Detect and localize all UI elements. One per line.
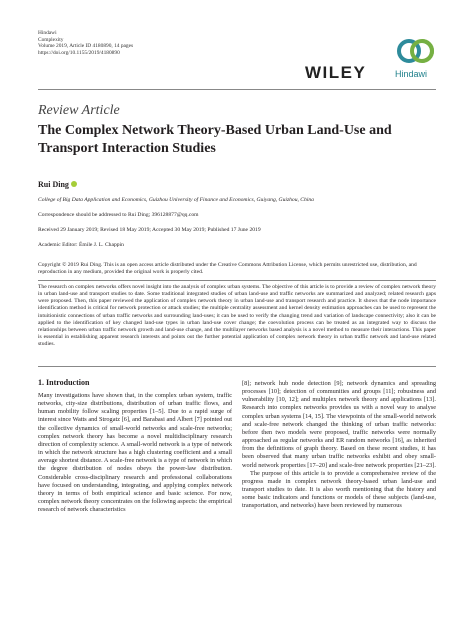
- abstract-top-rule: [38, 280, 436, 281]
- right-column: [242, 380, 436, 511]
- journal-info: [38, 30, 133, 56]
- intro-paragraph-1-continued: [8]; network hub node detection [9]; network dynamics and spreading processes [10]; detection of communities and groups [11]; robustness and vulnerability [10, 12]; and multiplex network theory and applications [13]. Research into complex networks provides us with a novel way to analyse complex urban systems [14, 15]. The viewpoints of the small-world network and scale-free network changed the thinking of urban traffic networks: before then two models were proposed, traffic networks were normally approached as regular networks and ER random networks [16], as inherited from the definitions of graph theory. Based on these recent studies, it has been observed that many urban traffic networks exhibit and obey small-world network properties [17–20] and scale-free network properties [21–23].: [242, 380, 436, 469]
- hindawi-logo-icon: [393, 34, 439, 68]
- affiliation: College of Big Data Application and Economics, Guizhou University of Finance and Economics, Guiyang, Guizhou, China: [38, 197, 314, 203]
- publisher-name: Hindawi: [38, 30, 57, 36]
- section-heading: 1. Introduction: [38, 378, 90, 387]
- publication-dates: Received 29 January 2019; Revised 18 May 2019; Accepted 30 May 2019; Published 17 June 2019: [38, 227, 261, 233]
- orcid-icon[interactable]: [71, 181, 77, 187]
- wiley-logo: WILEY: [305, 63, 367, 82]
- author-name[interactable]: Rui Ding: [38, 180, 69, 189]
- academic-editor: Academic Editor: Émile J. L. Chappin: [38, 242, 124, 248]
- abstract-bottom-rule: [38, 366, 436, 367]
- copyright-notice: Copyright © 2019 Rui Ding. This is an open access article distributed under the Creative Commons Attribution License, which permits unrestricted use, distribution, and reproduction in any medium, provided the original work is properly cited.: [38, 262, 417, 275]
- left-column: [38, 392, 232, 514]
- hindawi-logo-text: Hindawi: [395, 69, 428, 79]
- abstract: The research on complex networks offers novel insight into the analysis of complex urban systems. The objective of this article is to provide a review of complex network theory in urban land-use and transport studies to date. Some traditional integrated studies of urban land-use and traffic networks are summarized and analyzed; related research gaps were proposed. Then, this paper reviewed the application of complex network theory in urban land-use and transport research and practice. It shows that the node importance identification method is critical for network protection or attack studies; the multiple centrality assessment and kernel density estimation approaches can be used to represent the intuitionistic connections of urban traffic networks and surrounding land-uses; it can be used to verify the changing trend and variation of landscape connectivity; also it can be applied to the identification of key changed land-use types in urban land-use cover change; the coevolution process can be treated as an integrated way to discuss the relationships between urban traffic network growth and land-use change, and the multilayer networks based analysis is a novel method to measure their interactions. This paper is essential in establishing apparent research interests and points out the further potential application of complex network theory in urban traffic network and land-use related studies.: [38, 284, 436, 348]
- article-title: The Complex Network Theory-Based Urban Land-Use and Transport Interaction Studies: [38, 123, 392, 156]
- journal-name: Complexity: [38, 36, 64, 43]
- article-type: Review Article: [38, 103, 120, 118]
- author-line: [38, 180, 77, 189]
- intro-paragraph-2: The purpose of this article is to provide a comprehensive review of the progress made in complex network theory-based urban land-use and transport studies to date. It is also worth mentioning that the history and some basic indicators and functions or models of these subjects (land-use, transportation, and networks) have been reviewed by numerous: [242, 469, 436, 510]
- journal-citation: Volume 2019, Article ID 4180890, 14 pages: [38, 43, 134, 50]
- correspondence: Correspondence should be addressed to Rui Ding; 396128877@qq.com: [38, 212, 199, 218]
- header-rule: [38, 89, 436, 90]
- intro-paragraph-1: Many investigations have shown that, in the complex urban system, traffic networks, city-size distributions, distribution of urban traffic flows, and human mobility follow scaling properties [1–5]. Due to a rapid surge of interest since Watts and Strogatz [6], and Barabasi and Albert [7] pointed out the collective dynamics of small-world networks and scale-free networks; complex network theory has become a novel multidisciplinary research direction of complexity science. A small-world network is a type of network in which the network structure has a high clustering coefficient and a small average shortest distance. A scale-free network is a type of network in which the degree distribution of nodes obeys the power-law distribution. Considerable cross-disciplinary research and professional collaborations have focused on understanding, integrating, and applying complex network theory in terms of both empirical science and basic science. For now, complex network theory concentrates on the following aspects: the empirical research of network characteristics: [38, 392, 232, 514]
- doi-link[interactable]: https://doi.org/10.1155/2019/4180890: [38, 49, 120, 56]
